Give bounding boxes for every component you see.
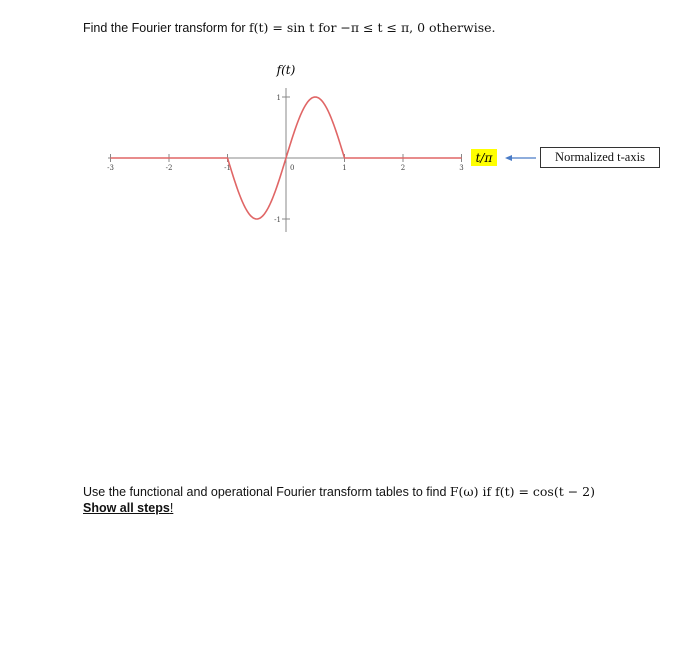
x-tick-label: 3 xyxy=(459,164,464,172)
question-2-math: F(ω) if f(t) = cos(t − 2) xyxy=(449,484,595,499)
x-tick-label: 0 xyxy=(290,164,295,172)
y-tick-label: -1 xyxy=(274,216,281,224)
x-tick-label: 2 xyxy=(400,164,406,172)
question-1-prefix: Find the Fourier transform for xyxy=(83,21,250,35)
y-tick-label: 1 xyxy=(276,94,281,102)
x-tick-label: -2 xyxy=(165,164,173,172)
show-steps-label: Show all steps xyxy=(83,501,170,515)
x-tick-label: -3 xyxy=(107,164,114,172)
x-tick-label: -1 xyxy=(224,164,231,172)
question-2 xyxy=(83,484,595,500)
show-steps-suffix: ! xyxy=(169,501,174,515)
x-axis-label: t/π xyxy=(475,151,493,165)
normalized-axis-callout: Normalized t-axis xyxy=(540,147,660,168)
y-tick-labels xyxy=(274,94,281,224)
x-tick-label: 1 xyxy=(342,164,347,172)
x-tick-labels xyxy=(107,164,464,172)
show-steps-line xyxy=(83,500,173,516)
question-1-math: f(t) = sin t for −π ≤ t ≤ π, 0 otherwise. xyxy=(249,20,496,35)
callout-arrowhead xyxy=(505,155,512,161)
question-2-text: Use the functional and operational Fourier transform tables to find xyxy=(83,485,450,499)
y-axis-label: f(t) xyxy=(276,63,296,77)
